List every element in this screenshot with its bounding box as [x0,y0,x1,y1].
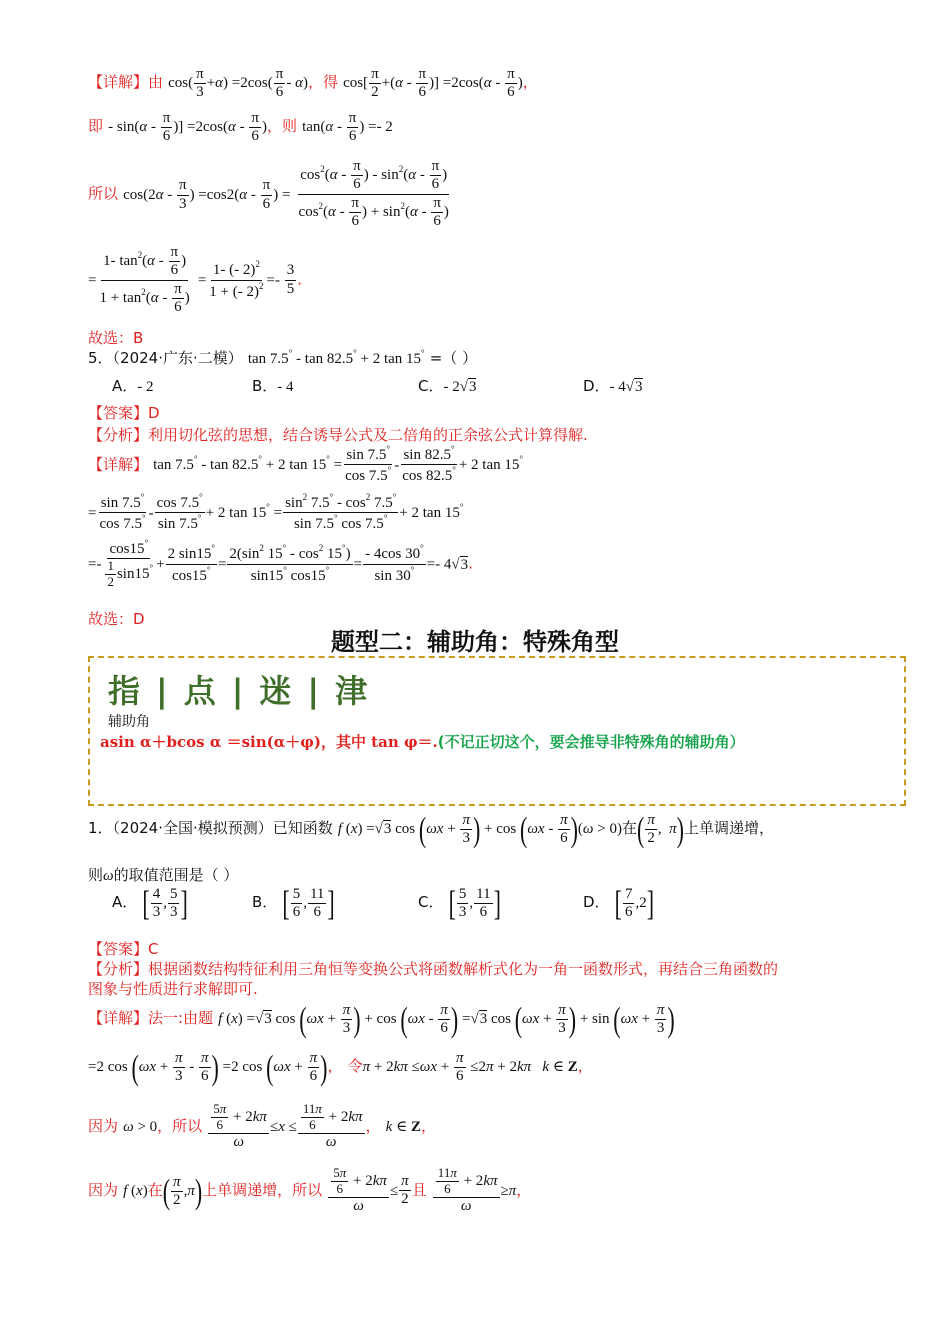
text-de: ，得 [307,73,338,92]
detail-line-3: 所以 cos(2α - $\frac{\pi}{3}$ ) =cos2(α - $\frac{\pi}{6}$ ) = $\cos^2(\alpha$ - $\frac{\pi}{6}$ ) - $\sin^2(\alpha$ - $\frac{\pi}{6}$ ) $\cos^2(\alpha$ - $\frac{\pi}{6}$ ) + $\sin^2(\alpha$ - $\frac{\pi}{6}$ ) [88,158,449,229]
text-qie: 且 [411,1181,427,1200]
q5-stem: 5．（2024·广东·二模） tan 7.5° - tan 82.5° + 2 tan 15° =（ ） [88,348,478,367]
q1-range-text: 的取值范围是（ ） [113,866,239,884]
q5-detail-1: 【详解】 tan 7.5° - tan 82.5° + 2 tan 15° = $\frac{\sin 7.5^\circ}{\cos 7.5^\circ}$ - $\frac{\sin 82.5^\circ}{\cos 82.5^\circ}$ + 2 tan 15° [88,444,523,485]
detail-method: 法一:由题 [148,1009,214,1028]
q1-line-2: 则ω的取值范围是（ ） [88,866,239,884]
text-ji: 即 [88,117,104,136]
q5-option-a[interactable]: A．- 2 [112,377,154,395]
q1-detail-4: 因为 f (x)在( $\frac{\pi}{2}$ ,π)上单调递增，所以 $\frac{5\pi}{6}$ + 2kπ ω ≤ $\frac{\pi}{2}$ 且 $\frac{11\pi}{6}$ + 2kπ ω ≥π， [88,1165,532,1214]
q5-detail-2: = $\frac{\sin 7.5^\circ}{\cos 7.5^\circ}$ - $\frac{\cos 7.5^\circ}{\sin 7.5^\circ}$ + 2 tan 15° = $\frac{\sin^2 7.5^\circ - \cos^2 7.5^\circ}{\sin 7.5^\circ \cos 7.5^\circ}$ + 2 tan 15° [88,492,464,533]
detail-tag: 【详解】 [88,455,149,474]
q1-detail-1: 【详解】法一:由题 f (x) =√3 cos (ωx + $\frac{\pi}{3}$ ) + cos (ωx - $\frac{\pi}{6}$ ) =√3 cos (ωx + $\frac{\pi}{3}$ ) + sin (ωx + $\frac{\pi}{3}$ ) [88,998,675,1039]
q5-option-c[interactable]: C．- 2√3 [418,377,477,395]
answer-tag: 【答案】 [88,404,149,422]
text-ze: ，则 [266,117,297,136]
q1-ze: 则 [88,866,104,884]
banner-char-1: 指 [108,672,143,710]
detail-line-2: 即 - sin(α - $\frac{\pi}{6}$ )] =2cos(α - $\frac{\pi}{6}$ )，则 tan(α - $\frac{\pi}{6}$ ) =- 2 [88,110,393,145]
q1-option-d[interactable]: D． [ $\frac{7}{6}$ ,2] [583,882,655,923]
q1-answer [88,938,159,959]
q1-option-c[interactable]: C． [ $\frac{5}{3}$ , $\frac{11}{6}$ ] [418,882,501,923]
tip-subtitle: 辅助角 [108,714,150,730]
text-ling: 令 [347,1057,363,1076]
analysis-tag: 【分析】 [88,426,149,444]
q1-tail: 上单调递增， [683,819,774,838]
banner-char-4: 津 [335,672,370,710]
detail-tag: 【详解】 [88,1009,149,1028]
tip-formula: asin α＋bcos α ＝sin(α＋φ)，其中 tan φ＝. [100,733,438,751]
text-you: 由 [148,73,164,92]
text-yinwei2: 因为 [88,1181,119,1200]
section-title: 题型二：辅助角：特殊角型 [331,628,619,656]
q5-label: 5．（2024·广东·二模） [88,349,243,367]
tip-box [88,656,906,806]
detail-line-1: 【详解】由 cos( $\frac{\pi}{3}$ +α) =2cos( $\frac{\pi}{6}$ - α)，得 cos[ $\frac{\pi}{2}$ +(α - $\frac{\pi}{6}$ )] =2cos(α - $\frac{\pi}{6}$ )， [88,66,538,101]
detail-tag: 【详解】 [88,73,149,92]
analysis-text: 利用切化弦的思想，结合诱导公式及二倍角的正余弦公式计算得解. [148,426,588,444]
answer-value: D [148,404,160,422]
q5-option-d[interactable]: D．- 4√3 [583,377,643,395]
text-shangdan: 上单调递增，所以 [202,1181,323,1200]
q1-stem: 1．（2024·全国·模拟预测）已知函数 f (x) =√3 cos (ωx + $\frac{\pi}{3}$ ) + cos (ωx - $\frac{\pi}{6}$ )(ω > 0)在( $\frac{\pi}{2}$ , π)上单调递增， [88,808,774,849]
q1-label: 1．（2024·全国·模拟预测）已知函数 [88,819,333,838]
tip-banner: 指 | 点 | 迷 | 津 [108,672,370,710]
q5-analysis [88,424,588,445]
text-suoyi: 所以 [88,184,119,203]
q5-answer [88,402,160,423]
banner-char-3: 迷 [259,672,294,710]
q1-option-a[interactable]: A． [ $\frac{4}{3}$ , $\frac{5}{3}$ ] [112,882,188,923]
analysis-tag: 【分析】 [88,960,149,978]
q1-option-b[interactable]: B． [ $\frac{5}{6}$ , $\frac{11}{6}$ ] [252,882,335,923]
q1-detail-3: 因为 ω > 0，所以 $\frac{5\pi}{6}$ + 2kπ ω ≤x ≤ $\frac{11\pi}{6}$ + 2kπ ω ， k ∈ Z， [88,1101,436,1150]
choice-d: 故选：D [88,610,145,628]
detail-line-4: = 1- $\tan^2(\alpha$ - $\frac{\pi}{6}$ ) $1 + \tan^2(\alpha$ - $\frac{\pi}{6}$ ) = $\frac{1- (- 2)^2}{1 + (- 2)^2}$ =- $\frac{3}{5}$ . [88,244,302,315]
tip-note: (不记正切这个，要会推导非特殊角的辅助角） [437,733,745,751]
text-zai: 在 [147,1181,163,1200]
choice-b: 故选：B [88,329,144,347]
text-suoyi2: ，所以 [157,1117,203,1136]
banner-char-2: 点 [183,672,218,710]
q5-option-b[interactable]: B．- 4 [252,377,294,395]
q1-in: 在 [621,819,637,838]
tip-formula-line [100,731,745,752]
q1-analysis-2: 图象与性质进行求解即可. [88,980,258,998]
q1-detail-2: =2 cos (ωx + $\frac{\pi}{3}$ - $\frac{\pi}{6}$ ) =2 cos (ωx + $\frac{\pi}{6}$ )， 令π + 2kπ ≤ωx + $\frac{\pi}{6}$ ≤2π + 2kπ k ∈ Z， [88,1046,593,1087]
analysis-text-1: 根据函数结构特征利用三角恒等变换公式将函数解析式化为一角一函数形式，再结合三角函数的 [148,960,779,978]
text-yinwei: 因为 [88,1117,119,1136]
answer-tag: 【答案】 [88,940,149,958]
q5-suffix: =（ ） [429,349,478,367]
answer-value: C [148,940,159,958]
q5-detail-3: =- cos15° $\frac{1}{2}$ sin15° + $\frac{2 \sin 15^\circ}{\cos 15^\circ}$ = $\frac{2(\sin^2 15^\circ - \cos^2 15^\circ)}{\sin 15^\circ \cos 15^\circ}$ = $\frac{- 4\cos 30^\circ}{\sin 30^\circ}$ =- 4√3. [88,538,473,590]
q1-analysis [88,958,778,979]
